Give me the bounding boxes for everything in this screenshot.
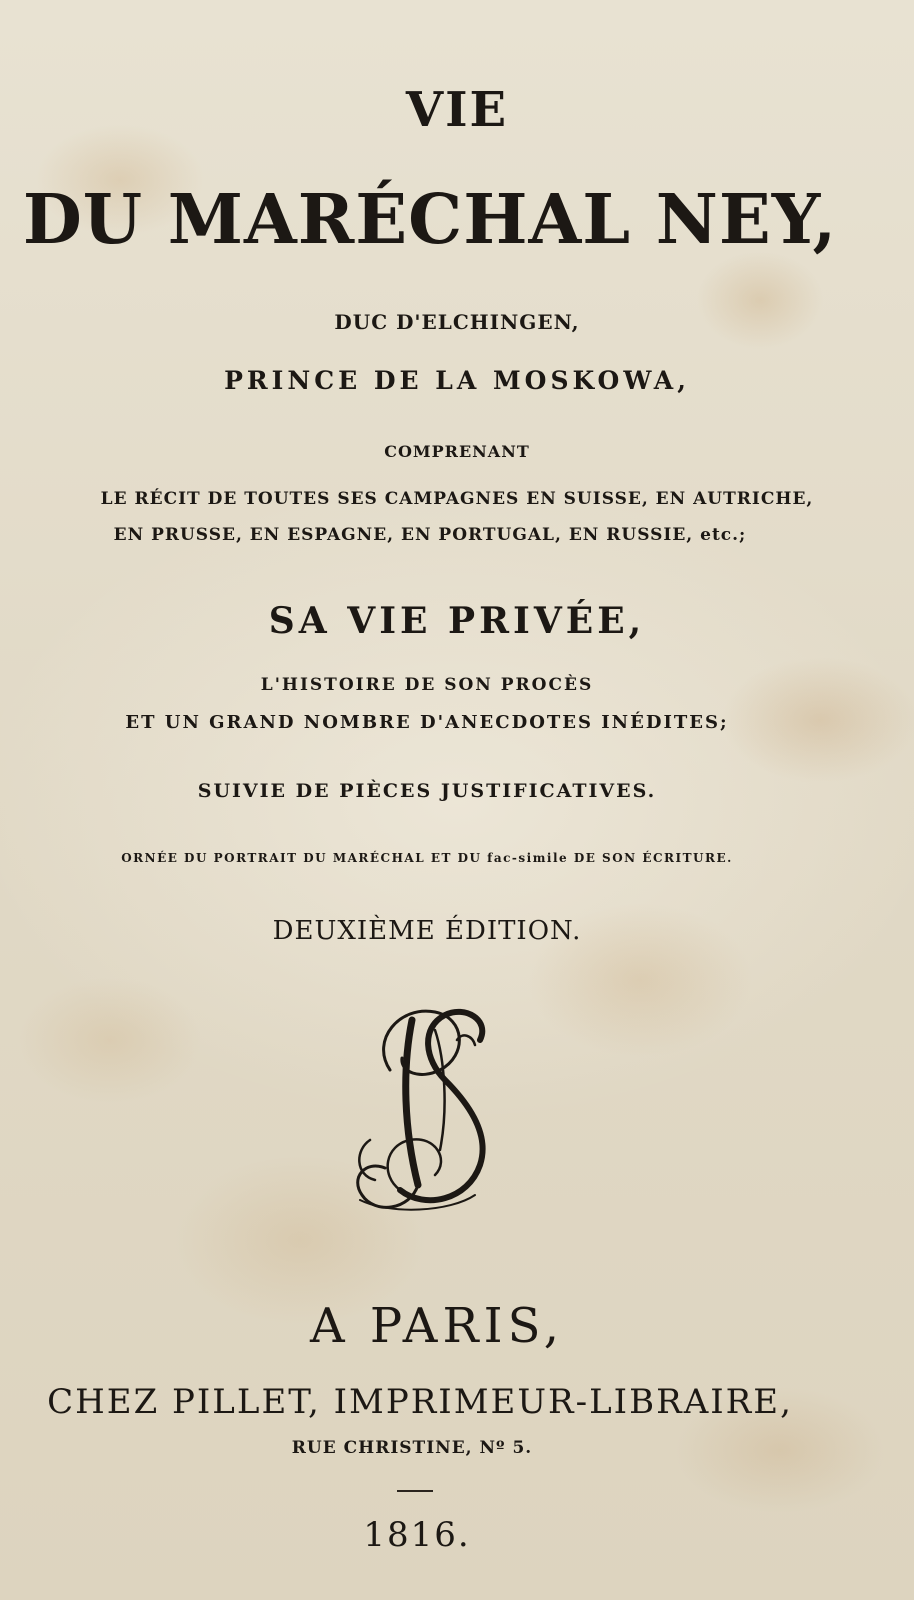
imprint-publisher: CHEZ PILLET, IMPRIMEUR-LIBRAIRE,	[47, 1382, 793, 1422]
imprint-rule	[397, 1490, 433, 1492]
title-line-marechal-ney: DU MARÉCHAL NEY,	[22, 180, 838, 260]
imprint-city: A PARIS,	[309, 1298, 564, 1354]
vie-privee-heading: SA VIE PRIVÉE,	[268, 600, 646, 642]
subtitle-prince: PRINCE DE LA MOSKOWA,	[224, 366, 690, 395]
comprenant-label: COMPRENANT	[384, 442, 530, 461]
edition-line: DEUXIÈME ÉDITION.	[272, 916, 582, 946]
recit-line-1: LE RÉCIT DE TOUTES SES CAMPAGNES EN SUISSE, EN AUTRICHE,	[100, 489, 814, 509]
histoire-line-2: ET UN GRAND NOMBRE D'ANECDOTES INÉDITES;	[125, 712, 729, 733]
recit-line-2: EN PRUSSE, EN ESPAGNE, EN PORTUGAL, EN RUSSIE, etc.;	[113, 525, 747, 545]
title-line-vie: VIE	[405, 82, 509, 138]
subtitle-duc: DUC D'ELCHINGEN,	[334, 310, 580, 334]
suivie-line: SUIVIE DE PIÈCES JUSTIFICATIVES.	[197, 780, 657, 802]
imprint-year: 1816.	[363, 1515, 471, 1555]
ornee-line: ORNÉE DU PORTRAIT DU MARÉCHAL ET DU fac-simile DE SON ÉCRITURE.	[121, 851, 733, 865]
ps-monogram-icon	[340, 1000, 500, 1220]
histoire-line-1: L'HISTOIRE DE SON PROCÈS	[260, 675, 594, 695]
imprint-address: RUE CHRISTINE, Nº 5.	[291, 1438, 533, 1458]
